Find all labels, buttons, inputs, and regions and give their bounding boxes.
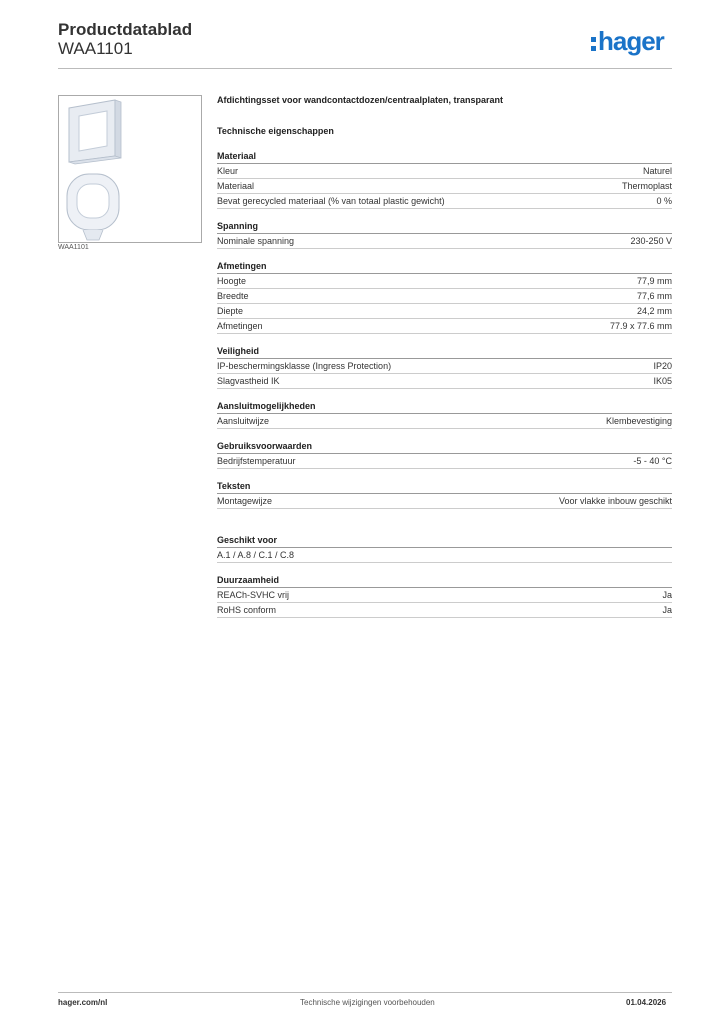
table-row: [217, 319, 672, 334]
table-row: [217, 548, 672, 563]
row-value: 24,2 mm: [636, 306, 672, 316]
table-row: [217, 414, 672, 429]
row-label: Bedrijfstemperatuur: [217, 456, 296, 466]
doc-title: Productdatablad: [58, 20, 193, 39]
table-row: [217, 179, 672, 194]
row-value: Ja: [662, 605, 672, 615]
table-row: [217, 603, 672, 618]
section-title: Duurzaamheid: [217, 573, 672, 588]
product-image: [58, 95, 202, 243]
header-divider: [58, 68, 672, 69]
footer-divider: [58, 992, 672, 993]
image-caption: WAA1101: [58, 244, 89, 251]
section-title: Materiaal: [217, 149, 672, 164]
section-gebruiksvoorwaarden: [217, 439, 672, 469]
section-title: Afmetingen: [217, 259, 672, 274]
footer-date: 01.04.2026: [626, 998, 667, 1007]
table-row: [217, 274, 672, 289]
row-value: IK05: [653, 376, 672, 386]
row-value: 77,6 mm: [636, 291, 672, 301]
row-label: Afmetingen: [217, 321, 263, 331]
table-row: [217, 374, 672, 389]
row-value: Klembevestiging: [605, 416, 672, 426]
logo-dots-icon: [591, 34, 596, 52]
content-area: [217, 92, 672, 618]
section-aansluitmogelijkheden: [217, 399, 672, 429]
footer-website-link[interactable]: hager.com/nl: [58, 998, 108, 1007]
table-row: [217, 494, 672, 509]
table-row: [217, 194, 672, 209]
section-title: Teksten: [217, 479, 672, 494]
section-title: Gebruiksvoorwaarden: [217, 439, 672, 454]
table-row: [217, 304, 672, 319]
properties-heading: Technische eigenschappen: [217, 126, 334, 136]
table-row: [217, 359, 672, 374]
hager-logo[interactable]: [591, 26, 664, 57]
row-value: 77,9 mm: [636, 276, 672, 286]
table-row: [217, 588, 672, 603]
section-title: Spanning: [217, 219, 672, 234]
table-row: [217, 289, 672, 304]
section-title: Veiligheid: [217, 344, 672, 359]
row-label: Diepte: [217, 306, 244, 316]
row-label: RoHS conform: [217, 605, 277, 615]
table-row: [217, 164, 672, 179]
row-value: 77.9 x 77.6 mm: [609, 321, 672, 331]
row-value: Naturel: [642, 166, 672, 176]
row-label: Bevat gerecycled materiaal (% van totaal plastic gewicht): [217, 196, 445, 206]
row-label: Breedte: [217, 291, 249, 301]
row-label: Slagvastheid IK: [217, 376, 280, 386]
row-label: Aansluitwijze: [217, 416, 270, 426]
row-label: REACh-SVHC vrij: [217, 590, 290, 600]
row-value: Ja: [662, 590, 672, 600]
section-afmetingen: [217, 259, 672, 334]
row-label: Kleur: [217, 166, 239, 176]
row-value: 230-250 V: [630, 236, 672, 246]
round-gasket-icon: [67, 174, 119, 240]
row-value: -5 - 40 °C: [633, 456, 672, 466]
properties-sections: [217, 149, 672, 509]
spacer: [217, 509, 672, 523]
logo-text: hager: [598, 26, 664, 56]
section-veiligheid: [217, 344, 672, 389]
product-subtitle: Afdichtingsset voor wandcontactdozen/centraalplaten, transparant: [217, 95, 504, 105]
row-label: Materiaal: [217, 181, 255, 191]
section-title: Geschikt voor: [217, 533, 672, 548]
row-value: Voor vlakke inbouw geschikt: [558, 496, 672, 506]
row-label: Montagewijze: [217, 496, 273, 506]
section-spanning: [217, 219, 672, 249]
row-label: Nominale spanning: [217, 236, 295, 246]
row-value: Thermoplast: [621, 181, 672, 191]
table-row: [217, 234, 672, 249]
section-materiaal: [217, 149, 672, 209]
footer-disclaimer: Technische wijzigingen voorbehouden: [300, 998, 435, 1007]
section-sustainability: [217, 573, 672, 618]
row-label: A.1 / A.8 / C.1 / C.8: [217, 550, 295, 560]
row-label: Hoogte: [217, 276, 247, 286]
row-value: 0 %: [656, 196, 672, 206]
product-illustration-icon: [59, 96, 201, 242]
row-label: IP-beschermingsklasse (Ingress Protection): [217, 361, 392, 371]
product-code: WAA1101: [58, 39, 133, 58]
row-value: IP20: [653, 361, 672, 371]
section-title: Aansluitmogelijkheden: [217, 399, 672, 414]
square-frame-icon: [69, 100, 121, 164]
section-suitable-for: [217, 533, 672, 563]
section-teksten: [217, 479, 672, 509]
table-row: [217, 454, 672, 469]
